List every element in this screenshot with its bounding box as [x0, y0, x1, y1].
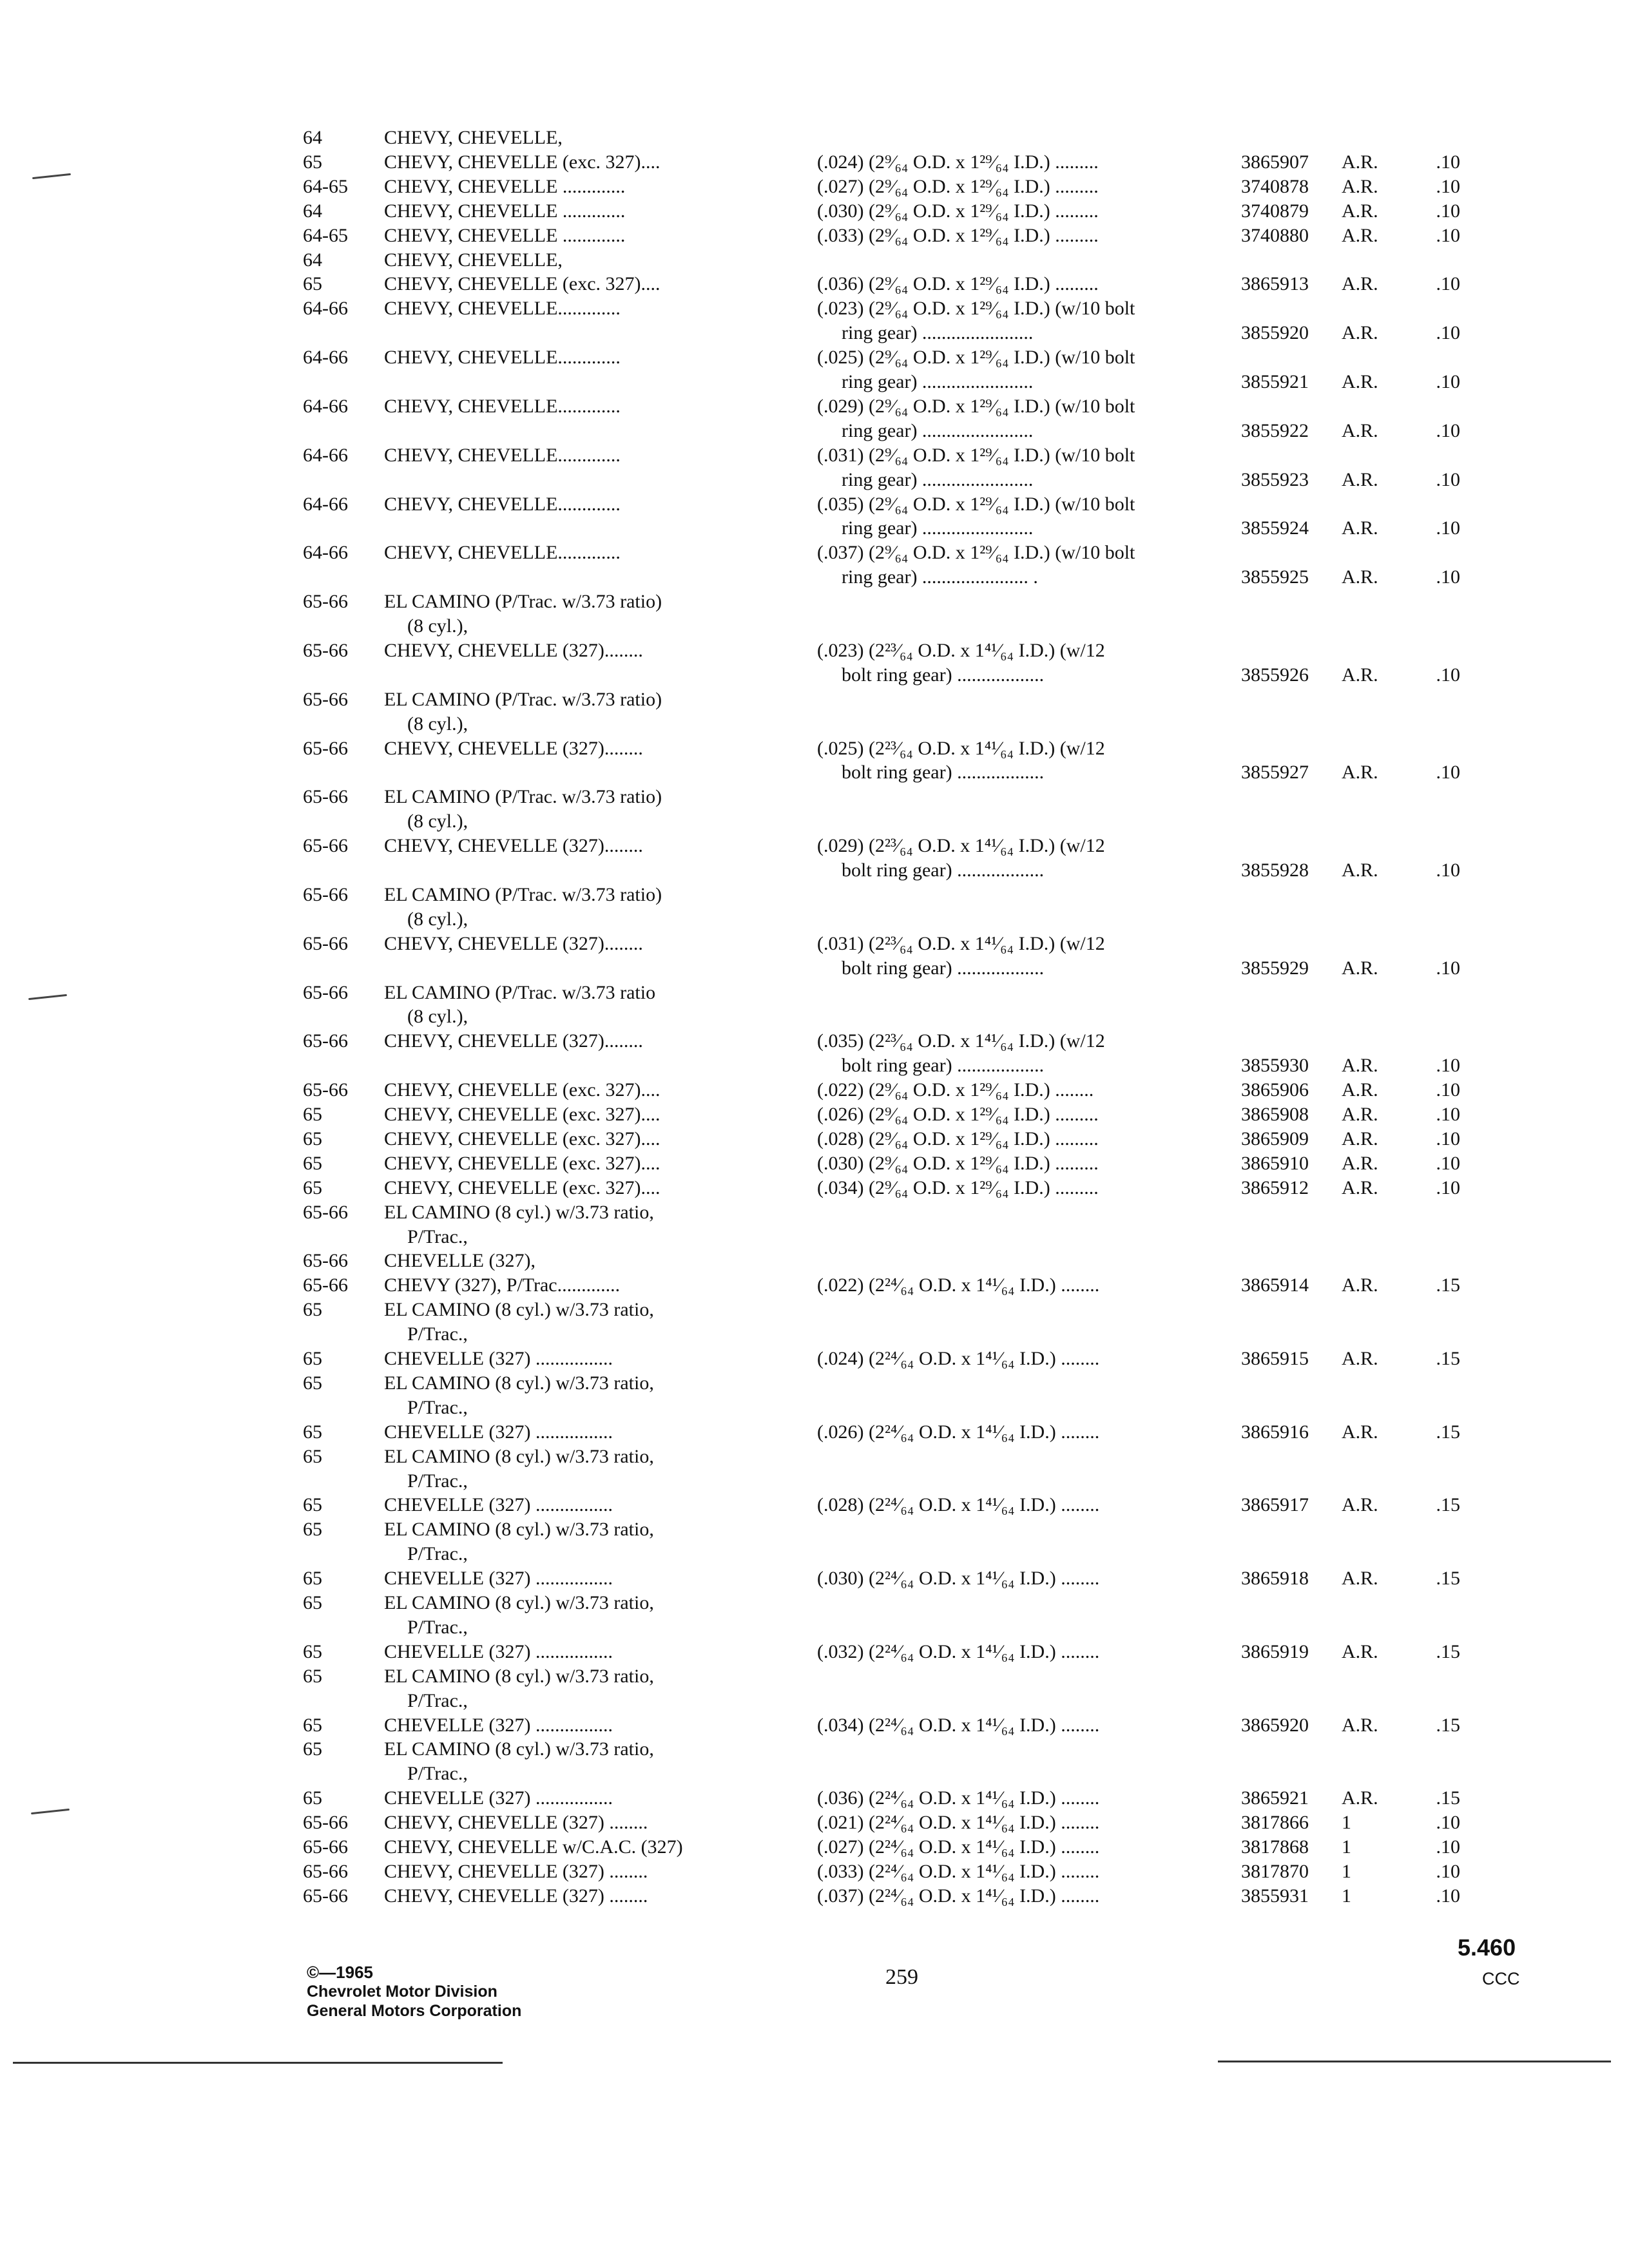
part-number-cell: 3855921: [1241, 371, 1309, 392]
description-cell: (.037) (2⁹⁄₆₄ O.D. x 1²⁹⁄₆₄ I.D.) (w/10 bolt: [817, 542, 1135, 563]
part-number-cell: 3855927: [1241, 762, 1309, 783]
part-number-cell: 3855926: [1241, 664, 1309, 686]
model-cell: CHEVY, CHEVELLE (exc. 327)....: [384, 1104, 660, 1125]
model-cell: EL CAMINO (P/Trac. w/3.73 ratio): [384, 884, 662, 905]
description-cell: (.036) (2²⁴⁄₆₄ O.D. x 1⁴¹⁄₆₄ I.D.) ........: [817, 1787, 1100, 1809]
part-number-cell: 3865916: [1241, 1421, 1309, 1443]
price-cell: .15: [1436, 1421, 1460, 1443]
year-cell: 65: [303, 1787, 322, 1809]
quantity-cell: A.R.: [1342, 322, 1378, 343]
price-cell: .10: [1436, 860, 1460, 881]
description-cell: (.031) (2⁹⁄₆₄ O.D. x 1²⁹⁄₆₄ I.D.) (w/10 bolt: [817, 445, 1135, 466]
quantity-cell: 1: [1342, 1861, 1351, 1882]
quantity-cell: A.R.: [1342, 762, 1378, 783]
year-cell: 65: [303, 1641, 322, 1662]
description-cell: bolt ring gear) ..................: [842, 1055, 1045, 1076]
year-cell: 64-66: [303, 298, 348, 319]
description-cell: (.023) (2²³⁄₆₄ O.D. x 1⁴¹⁄₆₄ I.D.) (w/12: [817, 640, 1105, 661]
quantity-cell: A.R.: [1342, 200, 1378, 222]
model-cell: CHEVY, CHEVELLE (327) ........: [384, 1812, 648, 1833]
description-cell: (.032) (2²⁴⁄₆₄ O.D. x 1⁴¹⁄₆₄ I.D.) ........: [817, 1641, 1100, 1662]
model-cell: CHEVELLE (327) ................: [384, 1787, 613, 1809]
model-cell: P/Trac.,: [407, 1690, 468, 1711]
model-cell: EL CAMINO (P/Trac. w/3.73 ratio): [384, 689, 662, 710]
quantity-cell: A.R.: [1342, 1104, 1378, 1125]
quantity-cell: A.R.: [1342, 1715, 1378, 1736]
year-cell: 65-66: [303, 1836, 348, 1858]
price-cell: .10: [1436, 1812, 1460, 1833]
year-cell: 65-66: [303, 689, 348, 710]
description-cell: (.035) (2⁹⁄₆₄ O.D. x 1²⁹⁄₆₄ I.D.) (w/10 bolt: [817, 494, 1135, 515]
part-number-cell: 3855931: [1241, 1885, 1309, 1907]
part-number-cell: 3740879: [1241, 200, 1309, 222]
price-cell: .15: [1436, 1348, 1460, 1369]
quantity-cell: 1: [1342, 1812, 1351, 1833]
model-cell: CHEVY, CHEVELLE (exc. 327)....: [384, 1177, 660, 1198]
part-number-cell: 3855920: [1241, 322, 1309, 343]
quantity-cell: A.R.: [1342, 1348, 1378, 1369]
part-number-cell: 3865918: [1241, 1568, 1309, 1589]
part-number-cell: 3865920: [1241, 1715, 1309, 1736]
year-cell: 65: [303, 1421, 322, 1443]
description-cell: bolt ring gear) ..................: [842, 664, 1045, 686]
year-cell: 65: [303, 1177, 322, 1198]
price-cell: .15: [1436, 1715, 1460, 1736]
description-cell: (.022) (2²⁴⁄₆₄ O.D. x 1⁴¹⁄₆₄ I.D.) ........: [817, 1274, 1100, 1296]
price-cell: .10: [1436, 1104, 1460, 1125]
part-number-cell: 3855929: [1241, 957, 1309, 979]
year-cell: 64-65: [303, 176, 348, 197]
part-number-cell: 3855924: [1241, 517, 1309, 539]
model-cell: EL CAMINO (8 cyl.) w/3.73 ratio,: [384, 1666, 654, 1687]
price-cell: .10: [1436, 517, 1460, 539]
year-cell: 64-66: [303, 347, 348, 368]
description-cell: bolt ring gear) ..................: [842, 957, 1045, 979]
year-cell: 65-66: [303, 1030, 348, 1052]
price-cell: .10: [1436, 762, 1460, 783]
model-cell: CHEVY, CHEVELLE,: [384, 249, 563, 271]
margin-mark: [31, 1809, 70, 1814]
year-cell: 64: [303, 249, 322, 271]
year-cell: 65-66: [303, 884, 348, 905]
model-cell: (8 cyl.),: [407, 1006, 468, 1027]
price-cell: .10: [1436, 1861, 1460, 1882]
price-cell: .15: [1436, 1274, 1460, 1296]
model-cell: P/Trac.,: [407, 1763, 468, 1784]
year-cell: 65-66: [303, 982, 348, 1003]
price-cell: .10: [1436, 176, 1460, 197]
year-cell: 64: [303, 200, 322, 222]
price-cell: .10: [1436, 1836, 1460, 1858]
quantity-cell: A.R.: [1342, 1128, 1378, 1149]
model-cell: CHEVY, CHEVELLE (327)........: [384, 738, 643, 759]
quantity-cell: A.R.: [1342, 517, 1378, 539]
model-cell: CHEVY, CHEVELLE (327)........: [384, 835, 643, 856]
model-cell: CHEVY, CHEVELLE.............: [384, 396, 621, 417]
year-cell: 65-66: [303, 1079, 348, 1100]
model-cell: EL CAMINO (8 cyl.) w/3.73 ratio,: [384, 1299, 654, 1320]
description-cell: (.029) (2²³⁄₆₄ O.D. x 1⁴¹⁄₆₄ I.D.) (w/12: [817, 835, 1105, 856]
part-number-cell: 3865908: [1241, 1104, 1309, 1125]
description-cell: (.023) (2⁹⁄₆₄ O.D. x 1²⁹⁄₆₄ I.D.) (w/10 bolt: [817, 298, 1135, 319]
quantity-cell: A.R.: [1342, 273, 1378, 294]
price-cell: .10: [1436, 420, 1460, 441]
section-code: CCC: [1482, 1969, 1520, 1988]
part-number-cell: 3817870: [1241, 1861, 1309, 1882]
part-number-cell: 3865913: [1241, 273, 1309, 294]
year-cell: 65-66: [303, 835, 348, 856]
model-cell: CHEVY, CHEVELLE (exc. 327)....: [384, 1153, 660, 1174]
year-cell: 65: [303, 151, 322, 173]
model-cell: EL CAMINO (8 cyl.) w/3.73 ratio,: [384, 1738, 654, 1760]
year-cell: 64: [303, 127, 322, 148]
year-cell: 65-66: [303, 640, 348, 661]
year-cell: 65: [303, 1104, 322, 1125]
year-cell: 64-66: [303, 542, 348, 563]
model-cell: CHEVY, CHEVELLE (327) ........: [384, 1861, 648, 1882]
price-cell: .10: [1436, 957, 1460, 979]
description-cell: (.028) (2²⁴⁄₆₄ O.D. x 1⁴¹⁄₆₄ I.D.) ........: [817, 1494, 1100, 1515]
price-cell: .10: [1436, 664, 1460, 686]
year-cell: 65-66: [303, 1885, 348, 1907]
bottom-rule-right: [1218, 2061, 1611, 2062]
description-cell: bolt ring gear) ..................: [842, 762, 1045, 783]
model-cell: CHEVELLE (327),: [384, 1250, 535, 1271]
part-number-cell: 3817868: [1241, 1836, 1309, 1858]
model-cell: P/Trac.,: [407, 1470, 468, 1492]
section-number: 5.460: [1458, 1934, 1516, 1961]
part-number-cell: 3855930: [1241, 1055, 1309, 1076]
quantity-cell: 1: [1342, 1885, 1351, 1907]
description-cell: (.027) (2²⁴⁄₆₄ O.D. x 1⁴¹⁄₆₄ I.D.) ........: [817, 1836, 1100, 1858]
part-number-cell: 3865907: [1241, 151, 1309, 173]
description-cell: ring gear) .......................: [842, 322, 1034, 343]
publisher-block: [307, 1963, 521, 2021]
part-number-cell: 3865917: [1241, 1494, 1309, 1515]
model-cell: (8 cyl.),: [407, 908, 468, 930]
part-number-cell: 3855928: [1241, 860, 1309, 881]
model-cell: CHEVY, CHEVELLE,: [384, 127, 563, 148]
part-number-cell: 3865915: [1241, 1348, 1309, 1369]
model-cell: CHEVY (327), P/Trac.............: [384, 1274, 621, 1296]
quantity-cell: A.R.: [1342, 1079, 1378, 1100]
copyright-notice: ©—1965: [307, 1963, 373, 1982]
part-number-cell: 3855922: [1241, 420, 1309, 441]
model-cell: CHEVY, CHEVELLE.............: [384, 347, 621, 368]
price-cell: .10: [1436, 200, 1460, 222]
quantity-cell: A.R.: [1342, 1494, 1378, 1515]
description-cell: (.024) (2⁹⁄₆₄ O.D. x 1²⁹⁄₆₄ I.D.) .........: [817, 151, 1099, 173]
quantity-cell: A.R.: [1342, 1568, 1378, 1589]
description-cell: (.025) (2⁹⁄₆₄ O.D. x 1²⁹⁄₆₄ I.D.) (w/10 bolt: [817, 347, 1135, 368]
model-cell: CHEVY, CHEVELLE (327)........: [384, 640, 643, 661]
description-cell: (.034) (2²⁴⁄₆₄ O.D. x 1⁴¹⁄₆₄ I.D.) ........: [817, 1715, 1100, 1736]
quantity-cell: 1: [1342, 1836, 1351, 1858]
part-number-cell: 3855925: [1241, 566, 1309, 588]
model-cell: EL CAMINO (8 cyl.) w/3.73 ratio,: [384, 1202, 654, 1223]
price-cell: .10: [1436, 1153, 1460, 1174]
year-cell: 65-66: [303, 1812, 348, 1833]
quantity-cell: A.R.: [1342, 176, 1378, 197]
price-cell: .10: [1436, 322, 1460, 343]
price-cell: .15: [1436, 1787, 1460, 1809]
year-cell: 65: [303, 1666, 322, 1687]
corporation-name: General Motors Corporation: [307, 2002, 522, 2020]
model-cell: CHEVY, CHEVELLE (exc. 327)....: [384, 151, 660, 173]
quantity-cell: A.R.: [1342, 957, 1378, 979]
quantity-cell: A.R.: [1342, 151, 1378, 173]
price-cell: .10: [1436, 566, 1460, 588]
description-cell: bolt ring gear) ..................: [842, 860, 1045, 881]
quantity-cell: A.R.: [1342, 566, 1378, 588]
bottom-rule-left: [13, 2062, 503, 2064]
model-cell: EL CAMINO (8 cyl.) w/3.73 ratio,: [384, 1446, 654, 1467]
margin-mark: [32, 173, 71, 179]
description-cell: (.027) (2⁹⁄₆₄ O.D. x 1²⁹⁄₆₄ I.D.) .........: [817, 176, 1099, 197]
description-cell: (.033) (2⁹⁄₆₄ O.D. x 1²⁹⁄₆₄ I.D.) .........: [817, 225, 1099, 246]
description-cell: (.037) (2²⁴⁄₆₄ O.D. x 1⁴¹⁄₆₄ I.D.) ........: [817, 1885, 1100, 1907]
year-cell: 64-66: [303, 396, 348, 417]
year-cell: 65: [303, 1568, 322, 1589]
part-number-cell: 3817866: [1241, 1812, 1309, 1833]
price-cell: .10: [1436, 1885, 1460, 1907]
model-cell: EL CAMINO (8 cyl.) w/3.73 ratio,: [384, 1519, 654, 1540]
model-cell: EL CAMINO (P/Trac. w/3.73 ratio: [384, 982, 656, 1003]
description-cell: (.031) (2²³⁄₆₄ O.D. x 1⁴¹⁄₆₄ I.D.) (w/12: [817, 933, 1105, 954]
year-cell: 65: [303, 1494, 322, 1515]
model-cell: (8 cyl.),: [407, 615, 468, 637]
description-cell: (.022) (2⁹⁄₆₄ O.D. x 1²⁹⁄₆₄ I.D.) ........: [817, 1079, 1094, 1100]
description-cell: (.021) (2²⁴⁄₆₄ O.D. x 1⁴¹⁄₆₄ I.D.) ........: [817, 1812, 1100, 1833]
part-number-cell: 3865906: [1241, 1079, 1309, 1100]
part-number-cell: 3865921: [1241, 1787, 1309, 1809]
model-cell: CHEVY, CHEVELLE (327)........: [384, 933, 643, 954]
description-cell: (.028) (2⁹⁄₆₄ O.D. x 1²⁹⁄₆₄ I.D.) .........: [817, 1128, 1099, 1149]
model-cell: CHEVY, CHEVELLE .............: [384, 200, 626, 222]
year-cell: 65: [303, 1592, 322, 1613]
quantity-cell: A.R.: [1342, 469, 1378, 490]
description-cell: ring gear) ...................... .: [842, 566, 1038, 588]
model-cell: P/Trac.,: [407, 1226, 468, 1247]
description-cell: (.026) (2⁹⁄₆₄ O.D. x 1²⁹⁄₆₄ I.D.) .........: [817, 1104, 1099, 1125]
price-cell: .15: [1436, 1494, 1460, 1515]
quantity-cell: A.R.: [1342, 664, 1378, 686]
model-cell: EL CAMINO (P/Trac. w/3.73 ratio): [384, 591, 662, 612]
model-cell: (8 cyl.),: [407, 713, 468, 735]
model-cell: CHEVY, CHEVELLE.............: [384, 542, 621, 563]
model-cell: CHEVELLE (327) ................: [384, 1715, 613, 1736]
quantity-cell: A.R.: [1342, 1421, 1378, 1443]
quantity-cell: A.R.: [1342, 1274, 1378, 1296]
division-name: Chevrolet Motor Division: [307, 1983, 497, 2001]
year-cell: 65-66: [303, 591, 348, 612]
price-cell: .10: [1436, 1128, 1460, 1149]
description-cell: (.030) (2⁹⁄₆₄ O.D. x 1²⁹⁄₆₄ I.D.) .........: [817, 200, 1099, 222]
model-cell: CHEVY, CHEVELLE (327)........: [384, 1030, 643, 1052]
model-cell: CHEVY, CHEVELLE (exc. 327)....: [384, 1079, 660, 1100]
year-cell: 64-65: [303, 225, 348, 246]
model-cell: CHEVELLE (327) ................: [384, 1348, 613, 1369]
year-cell: 65: [303, 1372, 322, 1394]
year-cell: 65: [303, 1128, 322, 1149]
model-cell: P/Trac.,: [407, 1397, 468, 1418]
year-cell: 65: [303, 1715, 322, 1736]
margin-mark: [28, 994, 67, 1000]
model-cell: EL CAMINO (8 cyl.) w/3.73 ratio,: [384, 1592, 654, 1613]
model-cell: P/Trac.,: [407, 1543, 468, 1564]
description-cell: ring gear) .......................: [842, 420, 1034, 441]
model-cell: CHEVY, CHEVELLE .............: [384, 176, 626, 197]
part-number-cell: 3855923: [1241, 469, 1309, 490]
model-cell: P/Trac.,: [407, 1323, 468, 1345]
year-cell: 65-66: [303, 786, 348, 807]
part-number-cell: 3865914: [1241, 1274, 1309, 1296]
description-cell: (.026) (2²⁴⁄₆₄ O.D. x 1⁴¹⁄₆₄ I.D.) ........: [817, 1421, 1100, 1443]
price-cell: .10: [1436, 1079, 1460, 1100]
price-cell: .15: [1436, 1641, 1460, 1662]
description-cell: ring gear) .......................: [842, 469, 1034, 490]
description-cell: ring gear) .......................: [842, 517, 1034, 539]
model-cell: CHEVY, CHEVELLE (327) ........: [384, 1885, 648, 1907]
year-cell: 65-66: [303, 1250, 348, 1271]
quantity-cell: A.R.: [1342, 1787, 1378, 1809]
description-cell: (.033) (2²⁴⁄₆₄ O.D. x 1⁴¹⁄₆₄ I.D.) ........: [817, 1861, 1100, 1882]
model-cell: CHEVELLE (327) ................: [384, 1421, 613, 1443]
year-cell: 65-66: [303, 1274, 348, 1296]
quantity-cell: A.R.: [1342, 420, 1378, 441]
model-cell: P/Trac.,: [407, 1617, 468, 1638]
model-cell: CHEVY, CHEVELLE (exc. 327)....: [384, 1128, 660, 1149]
description-cell: (.034) (2⁹⁄₆₄ O.D. x 1²⁹⁄₆₄ I.D.) .........: [817, 1177, 1099, 1198]
year-cell: 65: [303, 1738, 322, 1760]
year-cell: 65: [303, 1153, 322, 1174]
quantity-cell: A.R.: [1342, 860, 1378, 881]
model-cell: (8 cyl.),: [407, 811, 468, 832]
price-cell: .15: [1436, 1568, 1460, 1589]
quantity-cell: A.R.: [1342, 1641, 1378, 1662]
model-cell: CHEVY, CHEVELLE w/C.A.C. (327): [384, 1836, 683, 1858]
page-number: 259: [885, 1965, 918, 1989]
quantity-cell: A.R.: [1342, 1177, 1378, 1198]
model-cell: EL CAMINO (8 cyl.) w/3.73 ratio,: [384, 1372, 654, 1394]
year-cell: 64-66: [303, 494, 348, 515]
part-number-cell: 3865912: [1241, 1177, 1309, 1198]
description-cell: (.036) (2⁹⁄₆₄ O.D. x 1²⁹⁄₆₄ I.D.) .........: [817, 273, 1099, 294]
part-number-cell: 3865909: [1241, 1128, 1309, 1149]
price-cell: .10: [1436, 371, 1460, 392]
model-cell: CHEVY, CHEVELLE .............: [384, 225, 626, 246]
year-cell: 65: [303, 1348, 322, 1369]
year-cell: 65: [303, 1299, 322, 1320]
description-cell: (.030) (2⁹⁄₆₄ O.D. x 1²⁹⁄₆₄ I.D.) .........: [817, 1153, 1099, 1174]
year-cell: 65-66: [303, 1202, 348, 1223]
description-cell: (.029) (2⁹⁄₆₄ O.D. x 1²⁹⁄₆₄ I.D.) (w/10 bolt: [817, 396, 1135, 417]
description-cell: (.035) (2²³⁄₆₄ O.D. x 1⁴¹⁄₆₄ I.D.) (w/12: [817, 1030, 1105, 1052]
price-cell: .10: [1436, 469, 1460, 490]
part-number-cell: 3740878: [1241, 176, 1309, 197]
year-cell: 65: [303, 1446, 322, 1467]
part-number-cell: 3865910: [1241, 1153, 1309, 1174]
quantity-cell: A.R.: [1342, 371, 1378, 392]
model-cell: CHEVY, CHEVELLE (exc. 327)....: [384, 273, 660, 294]
model-cell: EL CAMINO (P/Trac. w/3.73 ratio): [384, 786, 662, 807]
quantity-cell: A.R.: [1342, 1055, 1378, 1076]
price-cell: .10: [1436, 225, 1460, 246]
quantity-cell: A.R.: [1342, 1153, 1378, 1174]
description-cell: (.024) (2²⁴⁄₆₄ O.D. x 1⁴¹⁄₆₄ I.D.) ........: [817, 1348, 1100, 1369]
year-cell: 65-66: [303, 1861, 348, 1882]
year-cell: 65: [303, 273, 322, 294]
price-cell: .10: [1436, 1055, 1460, 1076]
model-cell: CHEVY, CHEVELLE.............: [384, 494, 621, 515]
model-cell: CHEVELLE (327) ................: [384, 1641, 613, 1662]
part-number-cell: 3740880: [1241, 225, 1309, 246]
description-cell: (.025) (2²³⁄₆₄ O.D. x 1⁴¹⁄₆₄ I.D.) (w/12: [817, 738, 1105, 759]
quantity-cell: A.R.: [1342, 225, 1378, 246]
year-cell: 65-66: [303, 738, 348, 759]
part-number-cell: 3865919: [1241, 1641, 1309, 1662]
price-cell: .10: [1436, 273, 1460, 294]
price-cell: .10: [1436, 151, 1460, 173]
model-cell: CHEVELLE (327) ................: [384, 1568, 613, 1589]
year-cell: 64-66: [303, 445, 348, 466]
model-cell: CHEVELLE (327) ................: [384, 1494, 613, 1515]
model-cell: CHEVY, CHEVELLE.............: [384, 298, 621, 319]
year-cell: 65-66: [303, 933, 348, 954]
description-cell: (.030) (2²⁴⁄₆₄ O.D. x 1⁴¹⁄₆₄ I.D.) ........: [817, 1568, 1100, 1589]
year-cell: 65: [303, 1519, 322, 1540]
description-cell: ring gear) .......................: [842, 371, 1034, 392]
model-cell: CHEVY, CHEVELLE.............: [384, 445, 621, 466]
price-cell: .10: [1436, 1177, 1460, 1198]
